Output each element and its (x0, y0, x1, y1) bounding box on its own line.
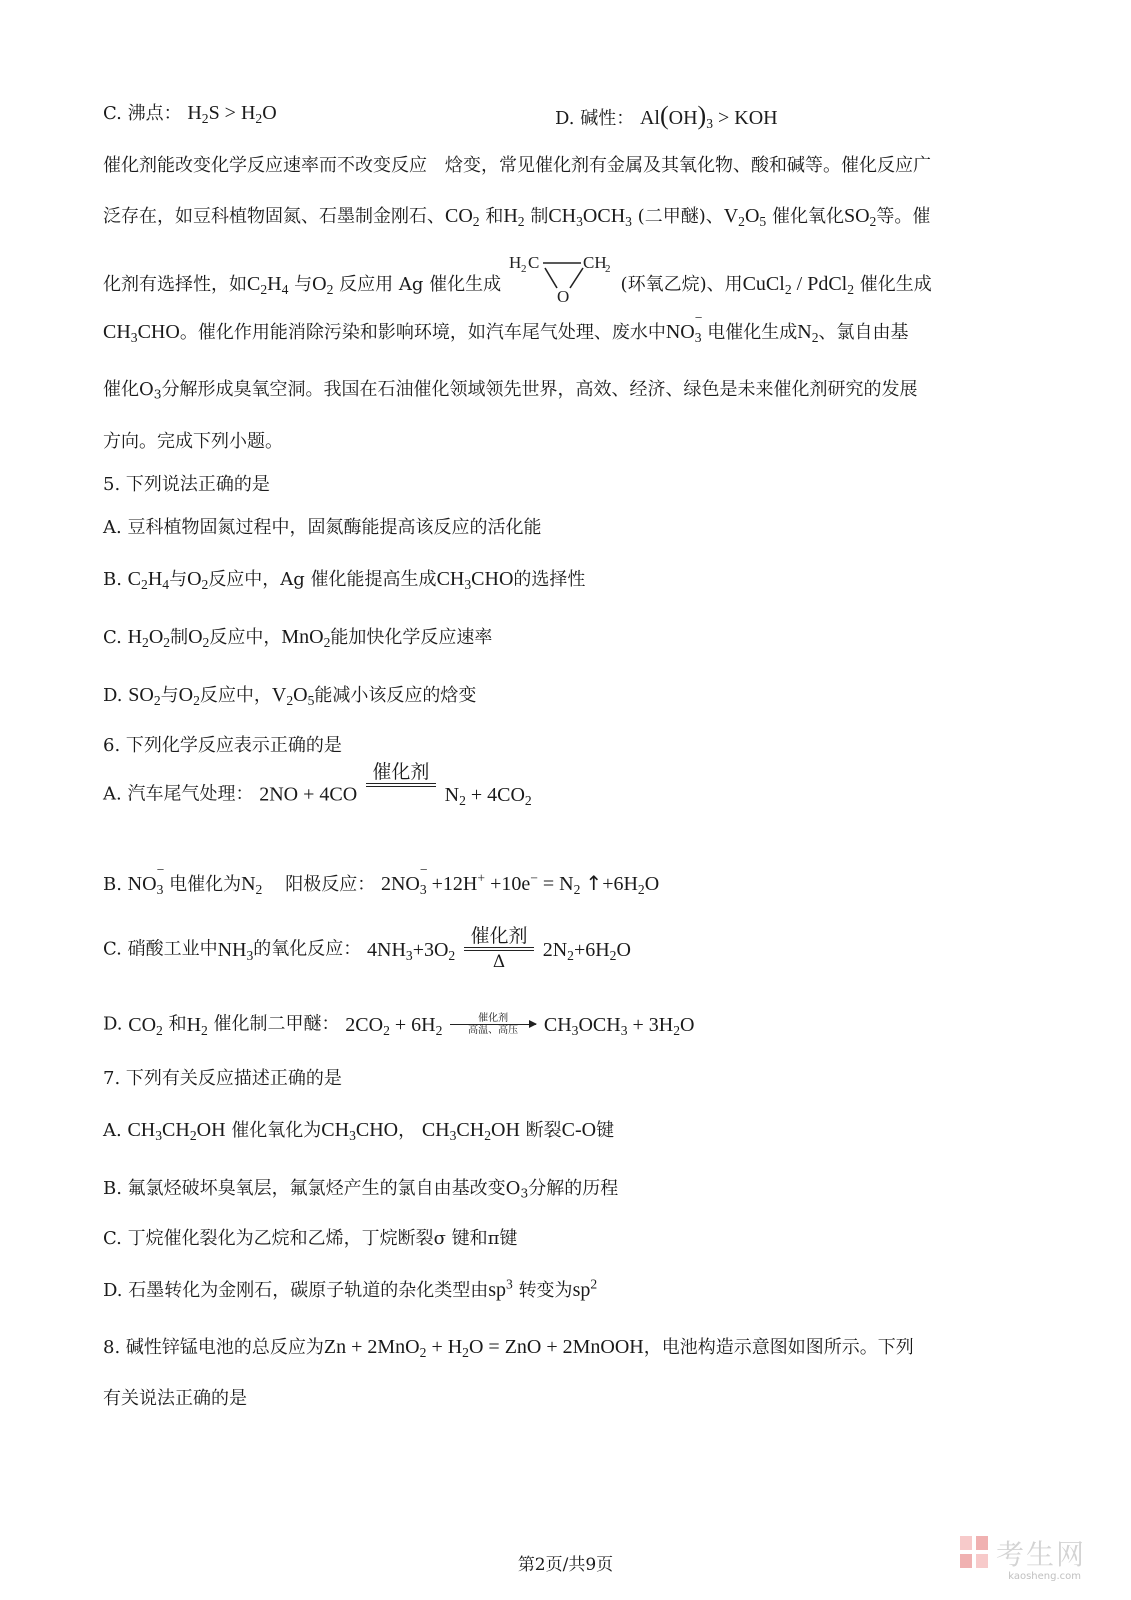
q6-option-c: C. 硝酸工业中$NH_3$的氧化反应： $4NH_3+3O_2$ 催化剂 Δ $2N_2+6H_2O$ (103, 925, 631, 972)
passage-line-6: 方向。完成下列小题。 (103, 431, 283, 452)
q7-option-d: D. 石墨转化为金刚石，碳原子轨道的杂化类型由$sp^3$ 转变为$sp^2$ (103, 1276, 598, 1301)
svg-text:2: 2 (520, 263, 527, 275)
q4-option-c: C. 沸点： $H_2S > H_2O$ (103, 102, 277, 126)
q5-option-c: C. $H_2O_2$制$O_2$反应中，MnO$_2$能加快化学反应速率 (103, 626, 493, 650)
q7-option-b: B. 氟氯烃破坏臭氧层，氟氯烃产生的氯自由基改变$O_3$分解的历程 (103, 1178, 619, 1201)
q5-option-a: A. 豆科植物固氮过程中，固氮酶能提高该反应的活化能 (103, 517, 542, 538)
catalyst-equals-sign: 催化剂 (366, 762, 436, 809)
kaosheng-logo-icon (960, 1536, 990, 1570)
q8-stem-line-1: 8. 碱性锌锰电池的总反应为$Zn + 2MnO_2 + H_2O$ = ZnO + 2MnOOH，电池构造示意图如图所示。下列 (103, 1336, 914, 1360)
reaction-arrow: 催化剂 高温、高压 (450, 1013, 536, 1036)
passage-line-2: 泛存在，如豆科植物固氮、石墨制金刚石、$CO_2$ 和$H_2$ 制$CH_3OCH_3$ (二甲醚)、$V_2O_5$ 催化氧化$SO_2$等。催 (103, 205, 931, 229)
watermark: 考生网 (960, 1533, 1086, 1573)
svg-text:C: C (527, 253, 540, 272)
passage-line-4: $CH_3CHO$。催化作用能消除污染和影响环境，如汽车尾气处理、废水中$NO_3$ − 电催化生成$N_2$、氯自由基 (103, 310, 909, 345)
passage-line-3: 化剂有选择性，如$C_2H_4$ 与$O_2$ 反应用 Ag 催化生成 H 2 C CH 2 O (环氧乙烷)、用CuCl$_2$ / PdCl$_2$ 催化生成 (103, 264, 932, 306)
catalyst-heat-equals-sign: 催化剂 Δ (464, 926, 534, 973)
svg-text:H: H (508, 253, 522, 272)
passage-line-1: 催化剂能改变化学反应速率而不改变反应 焓变，常见催化剂有金属及其氧化物、酸和碱等。催化反应广 (103, 155, 931, 176)
passage-line-5: 催化$O_3$分解形成臭氧空洞。我国在石油催化领域领先世界，高效、经济、绿色是未来催化剂研究的发展 (103, 379, 918, 402)
q8-stem-line-2: 有关说法正确的是 (103, 1388, 247, 1409)
q6-option-a: A. 汽车尾气处理： 2NO + 4CO 催化剂 $N_2 + 4CO_2$ (103, 761, 532, 808)
watermark-url: kaosheng.com (1008, 1571, 1081, 1582)
q6-option-d: D. $CO_2$ 和$H_2$ 催化制二甲醚： $2CO_2 + 6H_2$ 催化剂 高温、高压 $CH_3OCH_3 + 3H_2O$ (103, 1013, 695, 1038)
svg-text:O: O (556, 287, 570, 306)
q4-option-d: D. 碱性： $Al(OH)_3$ > KOH (555, 101, 778, 131)
q6-stem: 6. 下列化学反应表示正确的是 (103, 735, 342, 756)
svg-text:2: 2 (604, 263, 611, 275)
q7-stem: 7. 下列有关反应描述正确的是 (103, 1068, 342, 1089)
page-number: 第2页/共9页 (517, 1555, 614, 1575)
svg-text:CH: CH (582, 253, 607, 272)
q5-option-b: B. $C_2H_4$与$O_2$反应中，Ag 催化能提高生成$CH_3CHO$的选择性 (103, 568, 586, 592)
q5-option-d: D. $SO_2$与$O_2$反应中，$V_2O_5$能减小该反应的焓变 (103, 684, 477, 708)
epoxyethane-structure-icon (507, 250, 615, 306)
q7-option-c: C. 丁烷催化裂化为乙烷和乙烯，丁烷断裂σ 键和π键 (103, 1228, 518, 1249)
q5-stem: 5. 下列说法正确的是 (103, 474, 270, 495)
q7-option-a: A. $CH_3CH_2OH$ 催化氧化为$CH_3CHO$， $CH_3CH_2OH$ 断裂C-O键 (103, 1119, 615, 1143)
q6-option-b: B. $NO_3$ − 电催化为$N_2$ 阳极反应： $2NO_3$ − $+12H^+ +10e^- = N_2$ $↑+6H_2O$ (103, 862, 660, 897)
